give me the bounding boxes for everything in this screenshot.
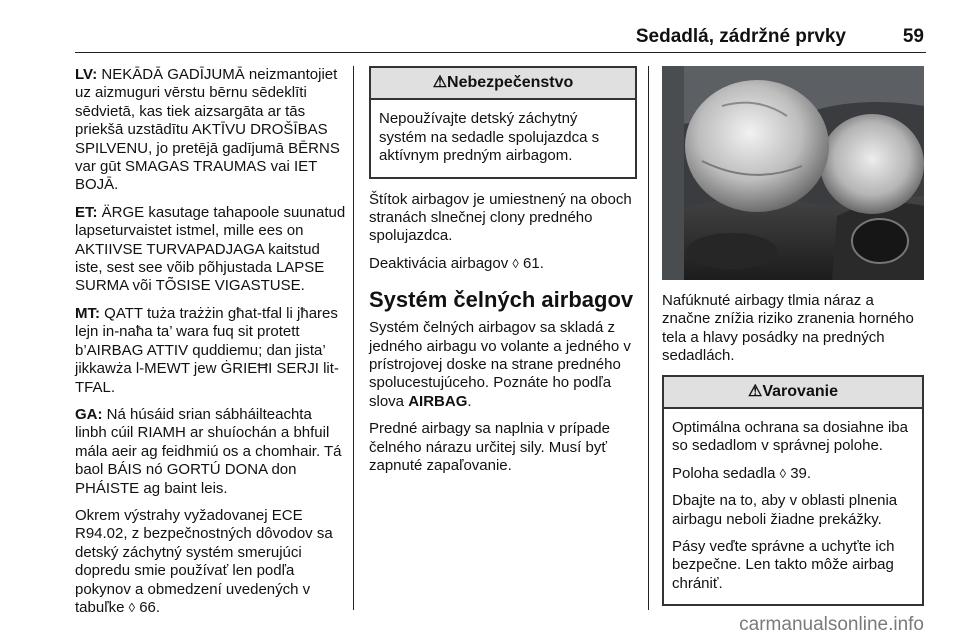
mt-text: QATT tuża trażżin għat-tfal li jħares lejn in-naħa ta’ wara fuq sit protett b’AIRBAG ATTIV quddiemu; dan jista’ jikkawża l-MEWT jew ĠRIEĦI SERJI lit-TFAL.	[75, 304, 339, 396]
column-divider-1	[353, 66, 354, 610]
ece-page-link[interactable]: 66.	[139, 598, 161, 616]
danger-box-body	[371, 100, 635, 176]
lv-label: LV:	[75, 66, 98, 83]
deactivation-page-link[interactable]: 61.	[523, 254, 544, 272]
warning-triangle-icon: ⚠	[748, 382, 763, 400]
warning-box-header	[664, 377, 922, 409]
et-text: ÄRGE kasutage tahapoole suunatud lapseturvaistet istmel, mille ees on AKTIIVSE TURVAPADJAGA kaitstud iste, sest see võib põhjustada LAPSE SURMA või TÕSISE VIGASTUSE.	[75, 203, 346, 295]
warning-triangle-icon: ⚠	[432, 74, 448, 91]
page-reference-icon: ◊	[779, 465, 787, 481]
system-description	[369, 319, 637, 411]
danger-box	[369, 66, 637, 179]
warning-title: Varovanie	[762, 382, 838, 400]
mt-label: MT:	[75, 304, 100, 322]
column-left	[75, 66, 347, 626]
page-number: 59	[902, 26, 924, 47]
danger-box-header	[371, 68, 635, 100]
photo-caption: Nafúknuté airbagy tlmia náraz a značne znížia riziko zranenia horného tela a hlavy posádky na predných sedadlách.	[662, 292, 914, 365]
et-warning	[75, 204, 347, 296]
label-location-text: Štítok airbagov je umiestnený na oboch stranách slnečnej clony predného spolujazdca.	[369, 190, 632, 245]
column-middle	[369, 66, 637, 485]
ece-text: Okrem výstrahy vyžadovanej ECE R94.02, z bezpečnostných dôvodov sa detský záchytný systém smerujúci dopredu smie používať len podľa pokynov a obmedzení uvedených v tabuľke	[75, 506, 333, 616]
column-divider-2	[648, 66, 649, 610]
ga-label: GA:	[75, 405, 103, 423]
system-text: Systém čelných airbagov sa skladá z jedného airbagu vo volante a jedného v prístrojovej doske na strane predného spolucestujúceho. Poznáte ho podľa slova	[369, 319, 631, 410]
danger-text: Nepoužívajte detský záchytný systém na sedadle spolujazdca s aktívnym predným airbagom.	[379, 110, 600, 165]
mt-warning	[75, 305, 347, 397]
lv-warning	[75, 66, 347, 195]
deactivation-reference	[369, 255, 637, 273]
airbag-illustration	[662, 66, 924, 280]
danger-title: Nebezpečenstvo	[447, 74, 574, 91]
section-heading: Systém čelných airbagov	[369, 287, 634, 313]
page-reference-icon: ◊	[128, 599, 136, 615]
ga-text: Ná húsáid srian sábháilteachta linbh cúil RIAMH ar shuíochán a bhfuil mála aeir ag feidhmiú os a chomhair. Tá baol BÁIS nó GORTÚ DONA don PHÁISTE ag baint leis.	[75, 405, 342, 497]
deactivation-text: Deaktivácia airbagov	[369, 254, 509, 272]
warning-text-4: Pásy veďte správne a uchyťte ich bezpečne. Len takto môže airbag chrániť.	[672, 538, 895, 592]
seat-position-reference	[672, 465, 914, 483]
page-reference-icon: ◊	[512, 255, 519, 271]
warning-text-1: Optimálna ochrana sa dosiahne iba so sedadlom v správnej polohe.	[672, 419, 908, 455]
airbag-word: AIRBAG	[408, 392, 468, 410]
warning-box	[662, 375, 924, 607]
lv-text: NEKĀDĀ GADĪJUMĀ neizmantojiet uz aizmuguri vērstu bērnu sēdeklīti sēdvietā, kas tiek aizsargāta ar tās priekšā uzstādītu AKTĪVU DROŠĪBAS SPILVENU, jo pretējā gadījumā BĒRNS var gūt SMAGAS TRAUMAS vai IET BOJĀ.	[75, 66, 340, 194]
watermark: carmanualsonline.info	[739, 614, 924, 635]
ga-warning	[75, 406, 347, 498]
seat-position-text: Poloha sedadla	[672, 464, 776, 482]
system-end: .	[467, 392, 472, 410]
page-header-title: Sedadlá, zádržné prvky	[635, 26, 846, 47]
airbag-photo	[662, 66, 924, 280]
inflation-text: Predné airbagy sa naplnia v prípade čelného nárazu určitej sily. Musí byť zapnuté zapaľovanie.	[369, 420, 610, 475]
warning-box-body	[664, 409, 922, 604]
warning-text-3: Dbajte na to, aby v oblasti plnenia airbagu neboli žiadne prekážky.	[672, 492, 898, 528]
ece-paragraph	[75, 507, 347, 617]
seat-position-page-link[interactable]: 39.	[790, 464, 812, 482]
header-rule	[75, 52, 926, 53]
column-right	[662, 66, 924, 618]
et-label: ET:	[75, 203, 98, 221]
